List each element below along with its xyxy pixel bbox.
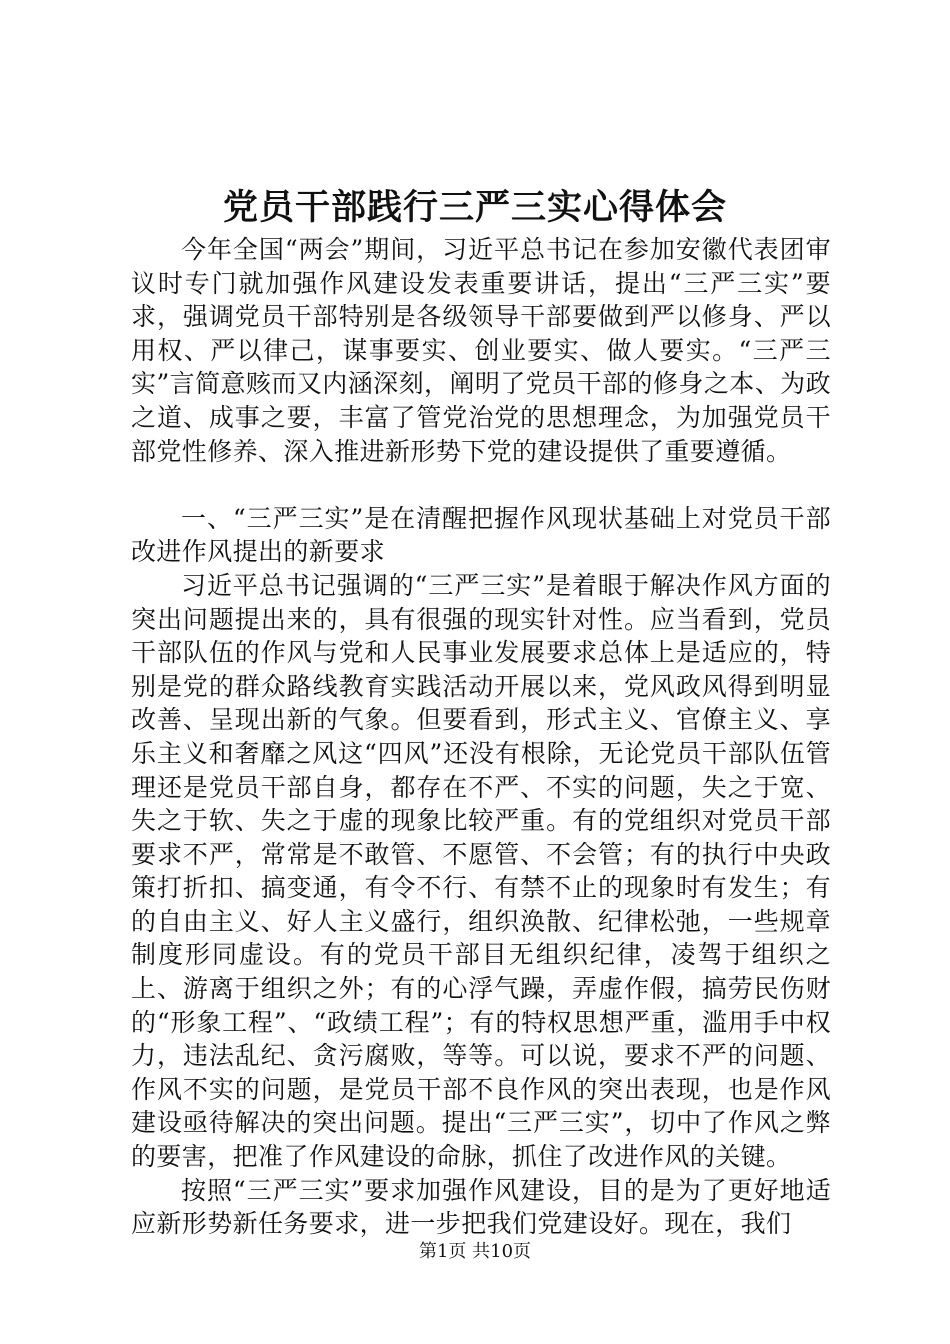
paragraph-section-1: 习近平总书记强调的“三严三实”是着眼于解决作风方面的突出问题提出来的，具有很强的现实针对性。应当看到，党员干部队伍的作风与党和人民事业发展要求总体上是适应的，特别是党的群众路线教育实践活动开展以来，党风政风得到明显改善、呈现出新的气象。但要看到，形式主义、官僚主义、享乐主义和奢靡之风这“四风”还没有根除，无论党员干部队伍管理还是党员干部自身，都存在不严、不实的问题，失之于宽、失之于软、失之于虚的现象比较严重。有的党组织对党员干部要求不严，常常是不敢管、不愿管、不会管；有的执行中央政策打折扣、搞变通，有令不行、有禁不止的现象时有发生；有的自由主义、好人主义盛行，组织涣散、纪律松弛，一些规章制度形同虚设。有的党员干部目无组织纪律，凌驾于组织之上、游离于组织之外；有的心浮气躁，弄虚作假，搞劳民伤财的“形象工程”、“政绩工程”；有的特权思想严重，滥用手中权力，违法乱纪、贪污腐败，等等。可以说，要求不严的问题、作风不实的问题，是党员干部不良作风的突出表现，也是作风建设亟待解决的突出问题。提出“三严三实”，切中了作风之弊的要害，把准了作风建设的命脉，抓住了改进作风的关键。: [131, 570, 831, 1172]
paragraph-intro: 今年全国“两会”期间，习近平总书记在参加安徽代表团审议时专门就加强作风建设发表重要讲话，提出“三严三实”要求，强调党员干部特别是各级领导干部要做到严以修身、严以用权、严以律己，谋事要实、创业要实、做人要实。“三严三实”言简意赅而又内涵深刻，阐明了党员干部的修身之本、为政之道、成事之要，丰富了管党治党的思想理念，为加强党员干部党性修养、深入推进新形势下党的建设提供了重要遵循。: [131, 235, 831, 466]
document-body: [131, 233, 831, 1241]
document-title: 党员干部践行三严三实心得体会: [222, 187, 727, 228]
section-heading-1: 一、“三严三实”是在清醒把握作风现状基础上对党员干部改进作风提出的新要求: [131, 503, 831, 567]
paragraph-continuation: 按照“三严三实”要求加强作风建设，目的是为了更好地适应新形势新任务要求，进一步把我们党建设好。现在，我们: [131, 1175, 831, 1239]
page-footer: 第1页 共10页: [418, 1241, 532, 1262]
